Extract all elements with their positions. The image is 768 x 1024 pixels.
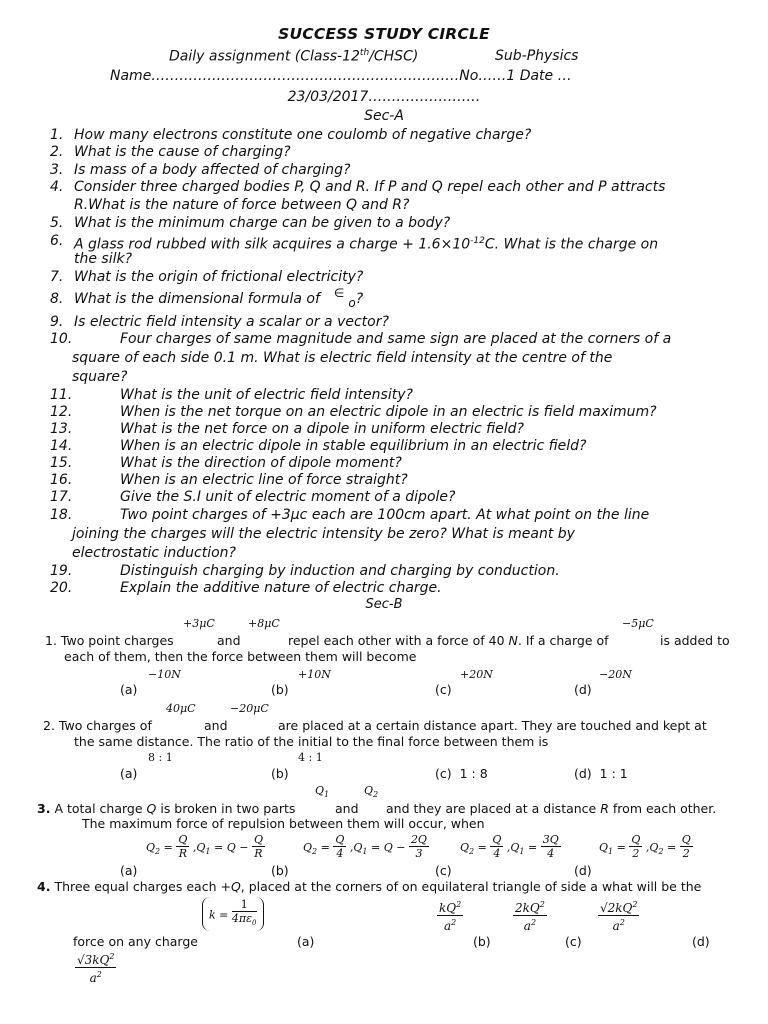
q4-option-c-formula: $\frac{√2kQ^2}{a^2}$ xyxy=(600,900,638,933)
q1-charge-1: +3μC xyxy=(183,617,215,630)
q1-label-b: (b) xyxy=(271,682,289,697)
subject-label: Sub-Physics xyxy=(495,48,579,64)
q1-label-d: (d) xyxy=(574,682,592,697)
q1-option-c: +20N xyxy=(460,668,493,681)
q4-label-d: (d) xyxy=(692,934,710,949)
q3-text-rest: and they are placed at a distance R from each other. xyxy=(386,801,717,816)
page-title: SUCCESS STUDY CIRCLE xyxy=(278,25,490,43)
q1-text-e: is added to xyxy=(660,633,730,648)
q2-option-d: (d) 1 : 1 xyxy=(574,766,628,781)
q1-option-b: +10N xyxy=(298,668,331,681)
q1-option-d: −20N xyxy=(599,668,632,681)
q3-q2-symbol: $Q_2$ xyxy=(364,784,379,800)
q3-option-c-formula: $Q_2$ = $\frac{Q}{4}$ $,Q_1$ = $\frac{3Q}{4}$ xyxy=(460,833,559,860)
q4-option-a-formula: $\frac{kQ^2}{a^2}$ xyxy=(439,900,462,933)
q1-label-a: (a) xyxy=(120,682,138,697)
q4-option-d-formula: $\frac{√3kQ^2}{a^2}$ xyxy=(77,952,115,985)
assignment-page: SUCCESS STUDY CIRCLE Daily assignment (Class-12th/CHSC) Sub-Physics Name…………………………………………………………No……1 Date … 23/03/2017…………………… Sec-A 1. How many electrons constitute one coulomb of negative charge? 2. What is the cause of charging? 3. Is mass of a body affected of charging? 4. Consider three charged bodies P, Q and R. If P and Q repel each other and P attracts R.What is the nature of force between Q and R? 5. What is the minimum charge can be given to a body? 6. A glass rod rubbed with silk acquires a charge + $1.6\times 10^{-12}C$. What is the charge on the silk? 7. What is the origin of frictional electricity? 8. What is the dimensional formula of ∈o? 9. Is electric field intensity a scalar or a vector? 10. Four charges of same magnitude and same sign are placed at the corners of a square of each side 0.1 m. What is electric field intensity at the centre of the square? 11. What is the unit of electric field intensity? 12. When is the net torque on an electric dipole in an electric is field maximum? 13. What is the net force on a dipole in uniform electric field? 14. When is an electric dipole in stable equilibrium in an electric field? 15. What is the direction of dipole moment? 16. When is an electric line of force straight? 17. Give the S.I unit of electric moment of a dipole? 18. Two point charges of +3μc each are 100cm apart. At what point on the line joining the charges will the electric intensity be zero? What is meant by electrostatic induction? 19. Distinguish charging by induction and charging by conduction. 20. Explain the additive nature of electric charge. Sec-B +3μC +8μC −5μC 1. Two point charges and repel each other with a force of 40 N. If a charge of is added to each of them, then the force between them will become −10N +10N +20N −20N (a) (b) (c) (d) 40μC −20μC 2. Two charges of and are placed at a certain distance apart. They are touched and kept at the same distance. The ratio of the initial to the final force between them is 8 : 1 4 : 1 (a) (b) (c) 1 : 8 (d) 1 : 1 $Q_1$ $Q_2$ 3. A total charge Q is broken in two parts and and they are placed at a distance R from each other. The maximum force of repulsion between them will occur, when $Q_2$ = $\frac{Q}{R}$ $,Q_1 = Q$ − $\frac{Q}{R}$ $Q_2$ = $\frac{Q}{4}$ $,Q_1 = Q$ − $\frac{2Q}{3}$ $Q_2$ = $\frac{Q}{4}$ $,Q_1$ = $\frac{3Q}{4}$ $Q_1$ = $\frac{Q}{2}$ $,Q_2$ = $\frac{Q}{2}$ (a) (b) (c) (d) 4. Three equal charges each +Q, placed at the corners of on equilateral triangle of side a what will be the k = $\frac{1}{4\pi\varepsilon_0}$ $\frac{kQ^2}{a^2}$ $\frac{2kQ^2}{a^2}$ $\frac{√2kQ^2}{a^2}$ force on any charge (a) (b) (c) (d) $\frac{√3kQ^2}{a^2}$ xyxy=(0,0,768,1024)
name-line: Name…………………………………………………………No……1 Date … xyxy=(110,68,572,84)
q2-label-b: (b) xyxy=(271,766,289,781)
q2-charge-1: 40μC xyxy=(166,702,196,715)
date-line: 23/03/2017…………………… xyxy=(287,89,481,105)
q3-label-d: (d) xyxy=(574,863,592,878)
q3-text-line1: 3. A total charge Q is broken in two parts xyxy=(37,801,296,816)
q2-text-a: 2. Two charges of xyxy=(43,718,152,733)
q1-text-line2: each of them, then the force between them will become xyxy=(64,649,417,664)
q2-charge-2: −20μC xyxy=(230,702,269,715)
q1-option-a: −10N xyxy=(148,668,181,681)
q2-option-c: (c) 1 : 8 xyxy=(435,766,488,781)
q2-text-line2: the same distance. The ratio of the initial to the final force between them is xyxy=(74,734,549,749)
q4-label-c: (c) xyxy=(565,934,582,949)
q1-charge-2: +8μC xyxy=(248,617,280,630)
q3-text-and: and xyxy=(335,801,359,816)
q3-q1-symbol: $Q_1$ xyxy=(315,784,330,800)
q3-option-d-formula: $Q_1$ = $\frac{Q}{2}$ $,Q_2$ = $\frac{Q}{2}$ xyxy=(599,833,691,860)
q3-option-a-formula: $Q_2$ = $\frac{Q}{R}$ $,Q_1 = Q$ − $\frac{Q}{R}$ xyxy=(146,833,263,860)
q4-text-line1: 4. Three equal charges each +Q, placed at the corners of on equilateral triangle of side a what will be the xyxy=(37,879,702,894)
q2-text-b: and xyxy=(204,718,228,733)
q1-text-b: and xyxy=(217,633,241,648)
section-b-title: Sec-B xyxy=(365,597,403,612)
q4-label-a: (a) xyxy=(297,934,315,949)
section-a-title: Sec-A xyxy=(364,108,404,124)
q3-label-a: (a) xyxy=(120,863,138,878)
q3-label-b: (b) xyxy=(271,863,289,878)
q4-coulomb-constant: k = $\frac{1}{4\pi\varepsilon_0}$ xyxy=(202,897,264,931)
q2-label-a: (a) xyxy=(120,766,138,781)
q3-option-b-formula: $Q_2$ = $\frac{Q}{4}$ $,Q_1 = Q$ − $\frac{2Q}{3}$ xyxy=(303,833,427,860)
q3-text-line2: The maximum force of repulsion between them will occur, when xyxy=(82,816,485,831)
q3-label-c: (c) xyxy=(435,863,452,878)
q2-text-c: are placed at a certain distance apart. They are touched and kept at xyxy=(278,718,707,733)
q4-label-b: (b) xyxy=(473,934,491,949)
q4-option-b-formula: $\frac{2kQ^2}{a^2}$ xyxy=(515,900,545,933)
q1-text-c: repel each other with a force of 40 N. If a charge of xyxy=(288,633,609,648)
q1-label-c: (c) xyxy=(435,682,452,697)
q1-text-a: 1. Two point charges xyxy=(45,633,174,648)
q4-text-line2: force on any charge xyxy=(73,934,198,949)
assignment-class: Daily assignment (Class-12th/CHSC) xyxy=(169,48,419,65)
q1-charge-3: −5μC xyxy=(622,617,654,630)
q2-option-a: 8 : 1 xyxy=(148,751,173,764)
q2-option-b: 4 : 1 xyxy=(298,751,323,764)
